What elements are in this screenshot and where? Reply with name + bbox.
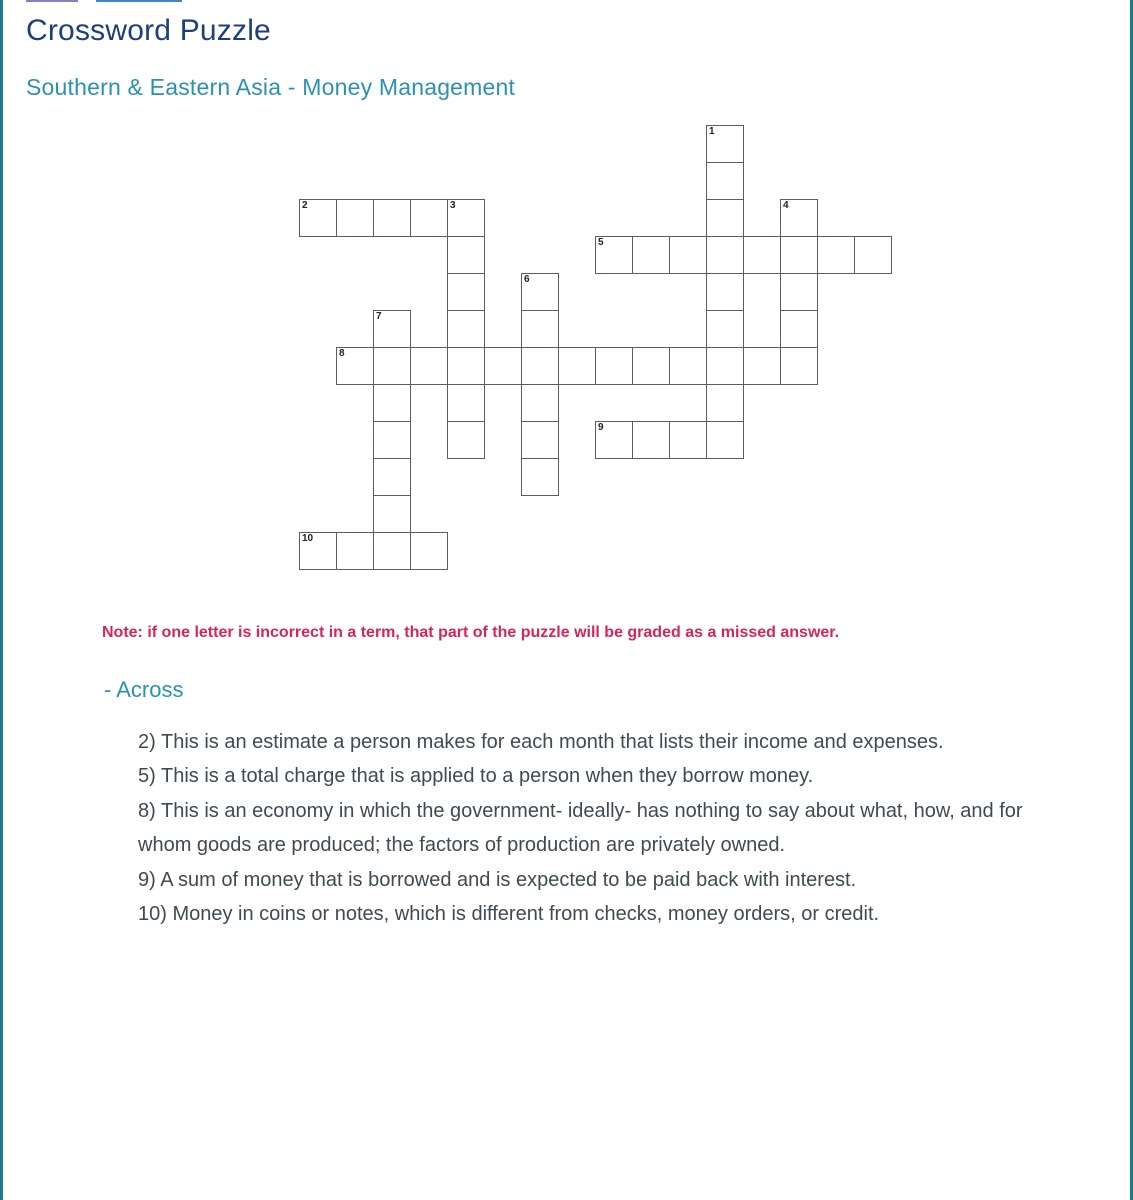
crossword-cell-number: 10 — [302, 533, 314, 544]
crossword-cell[interactable] — [521, 458, 559, 496]
crossword-cell[interactable] — [521, 421, 559, 459]
crossword-cell[interactable] — [521, 273, 559, 311]
crossword-cell[interactable] — [706, 384, 744, 422]
crossword-cell[interactable] — [410, 347, 448, 385]
crossword-cell-number: 3 — [450, 200, 456, 211]
crossword-cell[interactable] — [410, 199, 448, 237]
crossword-cell[interactable] — [706, 421, 744, 459]
crossword-cell-number: 7 — [376, 311, 382, 322]
crossword-cell-number: 4 — [783, 200, 789, 211]
crossword-cell[interactable] — [706, 125, 744, 163]
crossword-cell[interactable] — [817, 236, 855, 274]
crossword-cell[interactable] — [558, 347, 596, 385]
crossword-cell[interactable] — [373, 421, 411, 459]
grading-note: Note: if one letter is incorrect in a term, that part of the puzzle will be graded as a missed answer. — [102, 624, 840, 641]
crossword-cell[interactable] — [521, 384, 559, 422]
crossword-cell-number: 6 — [524, 274, 530, 285]
crossword-cell[interactable] — [632, 236, 670, 274]
page-title: Crossword Puzzle — [26, 14, 271, 47]
crossword-cell[interactable] — [780, 236, 818, 274]
crossword-cell[interactable] — [336, 532, 374, 570]
crossword-cell[interactable] — [706, 236, 744, 274]
crossword-cell-number: 1 — [709, 126, 715, 137]
crossword-cell[interactable] — [373, 384, 411, 422]
crossword-cell[interactable] — [780, 273, 818, 311]
crossword-cell[interactable] — [854, 236, 892, 274]
crossword-cell[interactable] — [595, 236, 633, 274]
across-heading: - Across — [104, 677, 184, 702]
crossword-cell[interactable] — [336, 347, 374, 385]
crossword-cell[interactable] — [373, 532, 411, 570]
crossword-cell[interactable] — [447, 310, 485, 348]
crossword-grid[interactable] — [262, 125, 922, 565]
clue-item: 5) This is a total charge that is applied to a person when they borrow money. — [138, 765, 814, 788]
crossword-cell[interactable] — [669, 421, 707, 459]
crossword-cell[interactable] — [299, 532, 337, 570]
across-clue-list — [138, 725, 1028, 931]
crossword-cell[interactable] — [447, 421, 485, 459]
crossword-cell[interactable] — [706, 199, 744, 237]
crossword-cell[interactable] — [632, 347, 670, 385]
crossword-cell[interactable] — [743, 236, 781, 274]
crossword-cell[interactable] — [743, 347, 781, 385]
crossword-cell[interactable] — [595, 347, 633, 385]
crossword-cell[interactable] — [669, 347, 707, 385]
crossword-cell[interactable] — [373, 495, 411, 533]
clue-item: 10) Money in coins or notes, which is different from checks, money orders, or credit. — [138, 902, 880, 925]
crossword-cell[interactable] — [447, 384, 485, 422]
crossword-cell[interactable] — [373, 347, 411, 385]
crossword-cell[interactable] — [373, 199, 411, 237]
crossword-cell-number: 5 — [598, 237, 604, 248]
crossword-cell[interactable] — [447, 273, 485, 311]
crossword-cell[interactable] — [706, 347, 744, 385]
tab-stub-2[interactable] — [96, 0, 182, 2]
crossword-cell[interactable] — [706, 162, 744, 200]
crossword-cell[interactable] — [484, 347, 522, 385]
crossword-cell-number: 9 — [598, 422, 604, 433]
crossword-cell[interactable] — [447, 236, 485, 274]
crossword-cell[interactable] — [447, 347, 485, 385]
crossword-cell[interactable] — [780, 199, 818, 237]
crossword-cell-number: 8 — [339, 348, 345, 359]
crossword-cell[interactable] — [447, 199, 485, 237]
crossword-cell[interactable] — [373, 310, 411, 348]
clue-item: 9) A sum of money that is borrowed and is expected to be paid back with interest. — [138, 868, 857, 891]
tab-stub-1[interactable] — [26, 0, 78, 2]
crossword-cell[interactable] — [299, 199, 337, 237]
crossword-cell[interactable] — [632, 421, 670, 459]
left-edge-rule — [0, 0, 3, 1200]
crossword-cell[interactable] — [669, 236, 707, 274]
crossword-cell[interactable] — [595, 421, 633, 459]
crossword-cell-number: 2 — [302, 200, 308, 211]
page-subtitle: Southern & Eastern Asia - Money Management — [26, 74, 516, 100]
crossword-cell[interactable] — [521, 310, 559, 348]
top-tab-strip — [26, 0, 182, 2]
clue-item: 8) This is an economy in which the government- ideally- has nothing to say about what, how, and for whom goods are produced; the factors of production are privately owned. — [138, 799, 1023, 857]
document-content — [0, 14, 1133, 931]
crossword-cell[interactable] — [373, 458, 411, 496]
crossword-cell[interactable] — [521, 347, 559, 385]
crossword-cell[interactable] — [706, 273, 744, 311]
crossword-cell[interactable] — [336, 199, 374, 237]
crossword-cell[interactable] — [706, 310, 744, 348]
crossword-grid-wrapper — [26, 125, 1107, 585]
crossword-cell[interactable] — [410, 532, 448, 570]
crossword-cell[interactable] — [780, 347, 818, 385]
clue-item: 2) This is an estimate a person makes for each month that lists their income and expenses. — [138, 731, 944, 753]
crossword-cell[interactable] — [780, 310, 818, 348]
